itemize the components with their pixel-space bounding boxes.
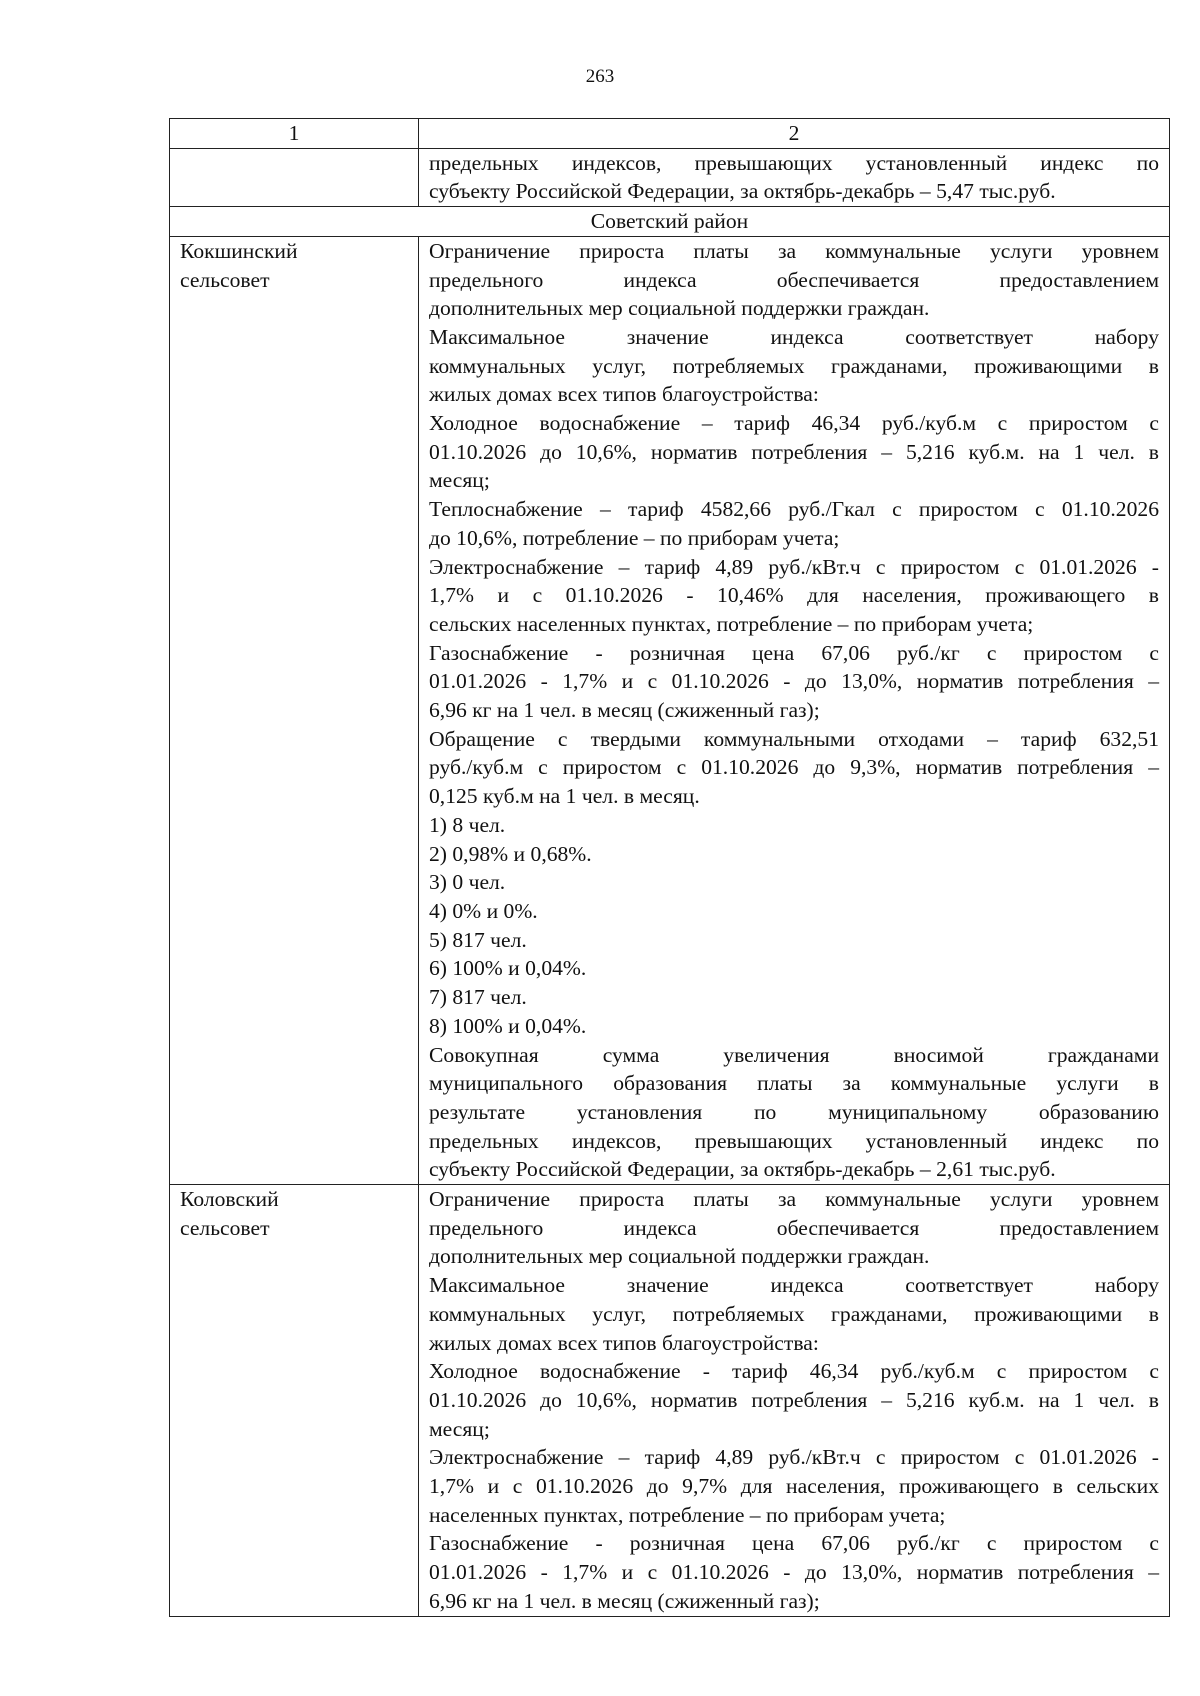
text-line: жилых домах всех типов благоустройства: xyxy=(429,1330,819,1355)
municipality-name-cell xyxy=(170,1185,419,1617)
page-number: 263 xyxy=(585,66,615,87)
text-line: субъекту Российской Федерации, за октябрь-декабрь – 2,61 тыс.руб. xyxy=(429,1157,1056,1182)
text-line: коммунальных услуг, потребляемых гражданами, проживающими в xyxy=(429,353,1159,378)
text-line: Холодное водоснабжение – тариф 46,34 руб./куб.м с приростом с xyxy=(429,411,1159,436)
text-line: Ограничение прироста платы за коммунальные услуги уровнем xyxy=(429,1187,1159,1212)
text-line: коммунальных услуг, потребляемых гражданами, проживающими в xyxy=(429,1301,1159,1326)
text-line: Теплоснабжение – тариф 4582,66 руб./Гкал с приростом с 01.10.2026 xyxy=(429,497,1159,522)
list-item: 4) 0% и 0%. xyxy=(429,898,538,923)
municipality-type: сельсовет xyxy=(180,267,270,292)
text-line: предельного индекса обеспечивается предоставлением xyxy=(429,1215,1159,1240)
text-line: Электроснабжение – тариф 4,89 руб./кВт.ч с приростом с 01.01.2026 - xyxy=(429,554,1159,579)
text-line: населенных пунктах, потребление – по приборам учета; xyxy=(429,1502,946,1527)
text-line: субъекту Российской Федерации, за октябрь-декабрь – 5,47 тыс.руб. xyxy=(429,179,1056,204)
text-line: 01.10.2026 до 10,6%, норматив потребления – 5,216 куб.м. на 1 чел. в xyxy=(429,1387,1159,1412)
text-line: Газоснабжение - розничная цена 67,06 руб./кг с приростом с xyxy=(429,1531,1159,1556)
municipality-name: Коловский xyxy=(180,1187,279,1212)
text-line: дополнительных мер социальной поддержки граждан. xyxy=(429,296,930,321)
text-line: сельских населенных пунктах, потребление – по приборам учета; xyxy=(429,611,1034,636)
text-line: 6,96 кг на 1 чел. в месяц (сжиженный газ); xyxy=(429,698,820,723)
text-line: Ограничение прироста платы за коммунальные услуги уровнем xyxy=(429,238,1159,263)
text-line: Газоснабжение - розничная цена 67,06 руб./кг с приростом с xyxy=(429,640,1159,665)
text-line: Максимальное значение индекса соответствует набору xyxy=(429,324,1159,349)
municipality-name-cell xyxy=(170,236,419,1184)
text-line: 01.10.2026 до 10,6%, норматив потребления – 5,216 куб.м. на 1 чел. в xyxy=(429,439,1159,464)
table-header-row xyxy=(170,119,1170,149)
text-line: предельных индексов, превышающих установленный индекс по xyxy=(429,1128,1159,1153)
text-line: предельного индекса обеспечивается предоставлением xyxy=(429,267,1159,292)
text-line: 1,7% и с 01.10.2026 до 9,7% для населения, проживающего в сельских xyxy=(429,1474,1159,1499)
text-line: 0,125 куб.м на 1 чел. в месяц. xyxy=(429,784,700,809)
text-line: жилых домах всех типов благоустройства: xyxy=(429,382,819,407)
list-item: 5) 817 чел. xyxy=(429,927,527,952)
text-line: Электроснабжение – тариф 4,89 руб./кВт.ч с приростом с 01.01.2026 - xyxy=(429,1445,1159,1470)
text-line: руб./куб.м с приростом с 01.10.2026 до 9,3%, норматив потребления – xyxy=(429,755,1159,780)
list-item: 8) 100% и 0,04%. xyxy=(429,1013,587,1038)
header-cell-1: 1 xyxy=(170,119,419,149)
table-row xyxy=(170,236,1170,1184)
text-line: Обращение с твердыми коммунальными отходами – тариф 632,51 xyxy=(429,726,1159,751)
table-row-continuation xyxy=(170,148,1170,206)
description-cell xyxy=(419,236,1170,1184)
continuation-name-cell xyxy=(170,148,419,206)
district-heading: Советский район xyxy=(170,207,1170,237)
description-cell xyxy=(419,1185,1170,1617)
text-line: 01.01.2026 - 1,7% и с 01.10.2026 - до 13,0%, норматив потребления – xyxy=(429,1560,1159,1585)
text-line: Совокупная сумма увеличения вносимой гражданами xyxy=(429,1042,1159,1067)
text-line: месяц; xyxy=(429,1416,490,1441)
header-cell-2: 2 xyxy=(419,119,1170,149)
list-item: 2) 0,98% и 0,68%. xyxy=(429,841,592,866)
district-row xyxy=(170,207,1170,237)
table-row xyxy=(170,1185,1170,1617)
text-line: 01.01.2026 - 1,7% и с 01.10.2026 - до 13,0%, норматив потребления – xyxy=(429,669,1159,694)
municipality-type: сельсовет xyxy=(180,1215,270,1240)
text-line: до 10,6%, потребление – по приборам учета; xyxy=(429,525,840,550)
list-item: 3) 0 чел. xyxy=(429,870,506,895)
text-line: предельных индексов, превышающих установленный индекс по xyxy=(429,150,1159,175)
text-line: дополнительных мер социальной поддержки граждан. xyxy=(429,1244,930,1269)
list-item: 7) 817 чел. xyxy=(429,985,527,1010)
data-table xyxy=(169,118,1170,1617)
text-line: муниципального образования платы за коммунальные услуги в xyxy=(429,1071,1159,1096)
municipality-name: Кокшинский xyxy=(180,238,298,263)
continuation-text-cell xyxy=(419,148,1170,206)
text-line: 6,96 кг на 1 чел. в месяц (сжиженный газ); xyxy=(429,1588,820,1613)
list-item: 1) 8 чел. xyxy=(429,812,506,837)
list-item: 6) 100% и 0,04%. xyxy=(429,956,587,981)
text-line: Максимальное значение индекса соответствует набору xyxy=(429,1273,1159,1298)
text-line: месяц; xyxy=(429,468,490,493)
text-line: результате установления по муниципальному образованию xyxy=(429,1099,1159,1124)
text-line: 1,7% и с 01.10.2026 - 10,46% для населения, проживающего в xyxy=(429,583,1159,608)
text-line: Холодное водоснабжение - тариф 46,34 руб./куб.м с приростом с xyxy=(429,1359,1159,1384)
